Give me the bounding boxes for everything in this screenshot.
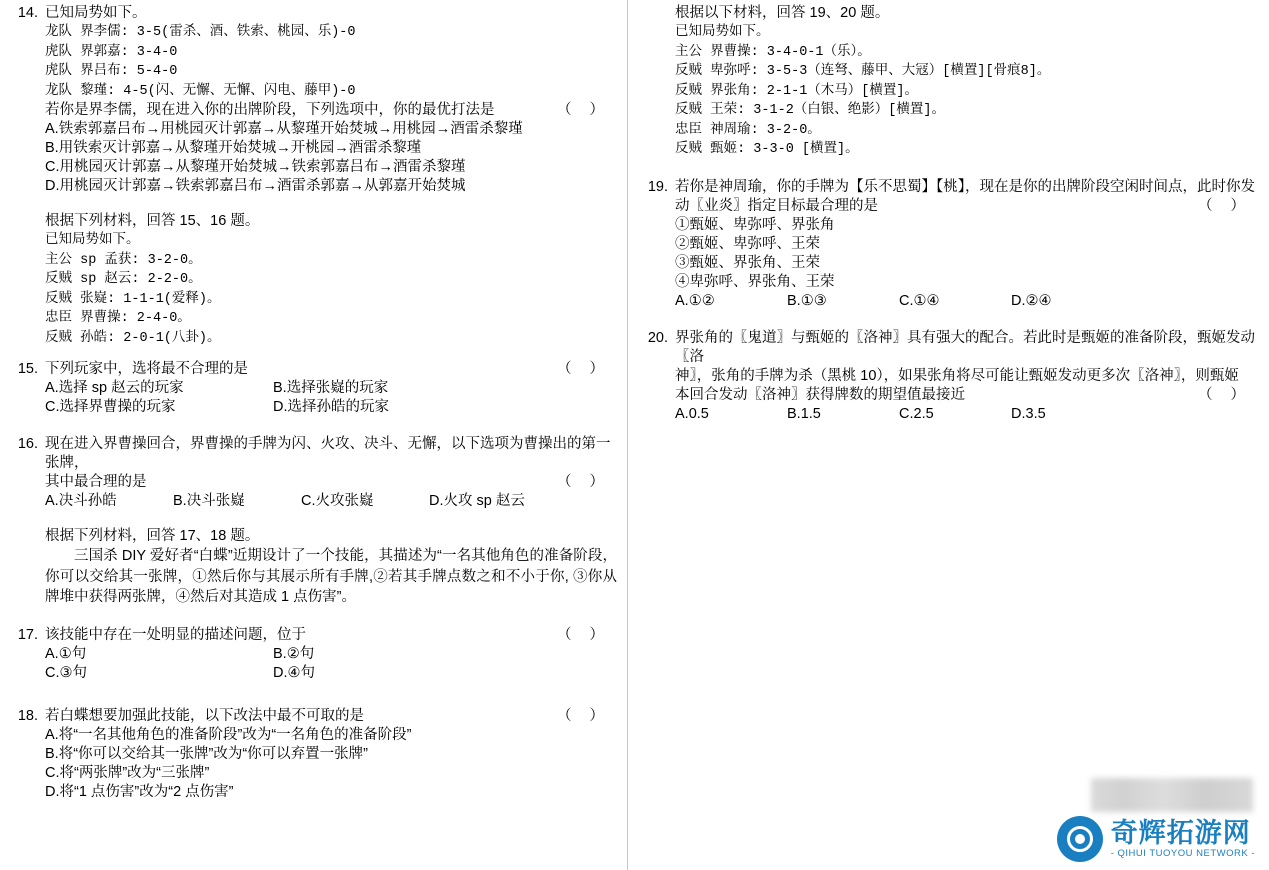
material-15-16-heading: 根据下列材料，回答 15、16 题。 bbox=[45, 213, 260, 229]
question-15-choice-d[interactable]: D.选择孙皓的玩家 bbox=[273, 399, 389, 415]
question-15-stem-text: 下列玩家中，选将最不合理的是 bbox=[45, 361, 248, 377]
question-18-choice-a[interactable]: A.将“一名其他角色的准备阶段”改为“一名角色的准备阶段” bbox=[45, 726, 412, 743]
material-15-16 bbox=[8, 198, 617, 348]
question-14 bbox=[8, 4, 617, 196]
question-19-stem-line-2 bbox=[675, 197, 1258, 216]
question-15-choice-row-1 bbox=[45, 379, 617, 398]
material-19-20-line-1: 主公 界曹操: 3-4-0-1（乐）。 bbox=[675, 44, 871, 60]
question-15-answer-bracket: （ ） bbox=[556, 361, 611, 377]
question-20-choice-b[interactable]: B.1.5 bbox=[787, 405, 821, 422]
question-19-answers bbox=[675, 292, 1258, 311]
spacer-after-material-19-20 bbox=[638, 162, 1258, 178]
question-14-number: 14. bbox=[17, 5, 38, 21]
site-watermark bbox=[1057, 816, 1255, 862]
question-17-stem bbox=[45, 626, 617, 645]
question-19-choice-b[interactable]: B.①③ bbox=[787, 292, 827, 309]
question-16-choice-b[interactable]: B.决斗张嶷 bbox=[173, 493, 245, 509]
question-14-state-line-3: 虎队 界吕布: 5-4-0 bbox=[45, 64, 178, 79]
question-15-choice-b[interactable]: B.选择张嶷的玩家 bbox=[273, 380, 389, 396]
material-19-20-heading: 根据以下材料，回答 19、20 题。 bbox=[675, 5, 890, 21]
question-20-choice-c[interactable]: C.2.5 bbox=[899, 405, 934, 422]
material-19-20-line-4: 反贼 王荣: 3-1-2（白银、绝影）[横置]。 bbox=[675, 103, 946, 118]
question-15-choice-a[interactable]: A.选择 sp 赵云的玩家 bbox=[45, 380, 184, 396]
material-19-20-line-3: 反贼 界张角: 2-1-1（木马）[横置]。 bbox=[675, 83, 919, 99]
question-19-stem-text-2: 动〖业炎〗指定目标最合理的是 bbox=[675, 197, 878, 214]
question-19-option-4[interactable]: ④卑弥呼、界张角、王荣 bbox=[675, 273, 835, 290]
question-15 bbox=[8, 360, 617, 417]
question-19-stem-line-1: 若你是神周瑜，你的手牌为【乐不思蜀】【桃】，现在是你的出牌阶段空闲时间点，此时你发 bbox=[675, 178, 1255, 195]
spacer-after-question-19 bbox=[638, 313, 1258, 329]
question-16-choice-a[interactable]: A.决斗孙皓 bbox=[45, 493, 117, 509]
material-19-20-intro: 已知局势如下。 bbox=[675, 25, 770, 40]
question-19-option-3[interactable]: ③甄姬、界张角、王荣 bbox=[675, 254, 820, 271]
question-19-number: 19. bbox=[647, 178, 668, 195]
material-17-18-paragraph: 三国杀 DIY 爱好者“白蝶”近期设计了一个技能，其描述为“一名其他角色的准备阶段，你可以交给其一张牌，①然后你与其展示所有手牌,②若其手牌点数之和不小于你, ③你从牌堆中获得两张牌，④然后对其造成 1 点伤害”。 bbox=[45, 548, 617, 605]
question-16-choice-d[interactable]: D.火攻 sp 赵云 bbox=[429, 493, 525, 509]
question-16-choice-c[interactable]: C.火攻张嶷 bbox=[301, 493, 374, 509]
question-18-stem bbox=[45, 707, 617, 726]
right-column bbox=[628, 0, 1268, 870]
question-15-stem bbox=[45, 360, 617, 379]
question-16-answer-bracket: （ ） bbox=[556, 474, 611, 490]
question-20-answers bbox=[675, 405, 1258, 424]
question-14-choice-d[interactable]: D.用桃园灭计郭嘉→铁索郭嘉吕布→酒雷杀郭嘉→从郭嘉开始焚城 bbox=[45, 178, 466, 194]
question-17-choice-row-2 bbox=[45, 664, 617, 683]
question-17-choice-d[interactable]: D.④句 bbox=[273, 664, 315, 681]
material-19-20-line-6: 反贼 甄姬: 3-3-0 [横置]。 bbox=[675, 142, 859, 157]
material-17-18 bbox=[8, 513, 617, 608]
material-15-16-line-2: 反贼 sp 赵云: 2-2-0。 bbox=[45, 272, 202, 287]
question-14-choice-b[interactable]: B.用铁索灭计郭嘉→从黎瑾开始焚城→开桃园→酒雷杀黎瑾 bbox=[45, 140, 422, 156]
spacer-after-question-15 bbox=[8, 419, 617, 435]
question-16-stem-line-1: 现在进入界曹操回合，界曹操的手牌为闪、火攻、决斗、无懈，以下选项为曹操出的第一张牌， bbox=[45, 436, 611, 471]
question-17-choice-a[interactable]: A.①句 bbox=[45, 645, 87, 662]
left-column bbox=[0, 0, 628, 870]
question-17-choice-b[interactable]: B.②句 bbox=[273, 645, 315, 662]
question-20-stem-line-2: 神〗，张角的手牌为杀（黑桃 10），如果张角将尽可能让甄姬发动更多次〖洛神〗，则甄姬 bbox=[675, 367, 1239, 384]
question-18-choice-c[interactable]: C.将“两张牌”改为“三张牌” bbox=[45, 764, 210, 781]
site-slogan: - QIHUI TUOYOU NETWORK - bbox=[1110, 848, 1255, 859]
question-17-stem-text: 该技能中存在一处明显的描述问题，位于 bbox=[45, 626, 306, 643]
question-16-number: 16. bbox=[17, 436, 38, 452]
question-15-choice-row-2 bbox=[45, 398, 617, 417]
question-16 bbox=[8, 435, 617, 511]
question-14-stem-text: 若你是界李儒，现在进入你的出牌阶段，下列选项中，你的最优打法是 bbox=[45, 102, 495, 118]
question-19 bbox=[638, 178, 1258, 311]
question-20-stem-line-1: 界张角的〖鬼道〗与甄姬的〖洛神〗具有强大的配合。若此时是甄姬的准备阶段，甄姬发动〖洛 bbox=[675, 329, 1255, 365]
question-20-number: 20. bbox=[647, 329, 668, 346]
question-18-number: 18. bbox=[17, 707, 38, 724]
question-14-state-line-4: 龙队 黎瑾: 4-5(闪、无懈、无懈、闪电、藤甲)-0 bbox=[45, 83, 356, 99]
material-15-16-line-3: 反贼 张嶷: 1-1-1(爱释)。 bbox=[45, 291, 221, 307]
material-15-16-line-4: 忠臣 界曹操: 2-4-0。 bbox=[45, 311, 191, 326]
blurred-watermark-block bbox=[1091, 778, 1253, 812]
question-17-number: 17. bbox=[17, 626, 38, 643]
question-19-option-1[interactable]: ①甄姬、卑弥呼、界张角 bbox=[675, 216, 835, 233]
question-20 bbox=[638, 329, 1258, 424]
material-19-20-line-2: 反贼 卑弥呼: 3-5-3（连弩、藤甲、大冦）[横置][骨痕8]。 bbox=[675, 64, 1051, 79]
material-17-18-heading: 根据下列材料，回答 17、18 题。 bbox=[45, 528, 260, 544]
question-14-answer-bracket: （ ） bbox=[556, 102, 611, 118]
spacer-after-material-15-16 bbox=[8, 350, 617, 360]
question-19-answer-bracket: （ ） bbox=[1197, 197, 1252, 214]
question-17-choice-c[interactable]: C.③句 bbox=[45, 664, 87, 681]
question-14-intro: 已知局势如下。 bbox=[45, 5, 147, 21]
question-17 bbox=[8, 626, 617, 683]
material-19-20-line-5: 忠臣 神周瑜: 3-2-0。 bbox=[675, 122, 821, 138]
question-16-choices bbox=[45, 492, 617, 511]
question-14-choice-a[interactable]: A.铁索郭嘉吕布→用桃园灭计郭嘉→从黎瑾开始焚城→用桃园→酒雷杀黎瑾 bbox=[45, 121, 523, 137]
question-16-stem-text-2: 其中最合理的是 bbox=[45, 474, 147, 490]
spacer-after-material-17-18 bbox=[8, 610, 617, 626]
question-19-choice-c[interactable]: C.①④ bbox=[899, 292, 940, 309]
material-15-16-intro: 已知局势如下。 bbox=[45, 233, 140, 248]
question-14-stem bbox=[45, 101, 617, 120]
site-watermark-text bbox=[1111, 818, 1255, 860]
question-14-state-line-2: 虎队 界郭嘉: 3-4-0 bbox=[45, 44, 178, 60]
question-17-answer-bracket: （ ） bbox=[556, 626, 611, 643]
material-19-20 bbox=[638, 4, 1258, 160]
question-20-answer-bracket: （ ） bbox=[1197, 386, 1252, 403]
question-19-choice-a[interactable]: A.①② bbox=[675, 292, 715, 309]
question-18-answer-bracket: （ ） bbox=[556, 707, 611, 724]
material-15-16-line-1: 主公 sp 孟获: 3-2-0。 bbox=[45, 252, 202, 268]
question-20-choice-d[interactable]: D.3.5 bbox=[1011, 405, 1046, 422]
material-15-16-line-5: 反贼 孙皓: 2-0-1(八卦)。 bbox=[45, 330, 221, 346]
question-18 bbox=[8, 707, 617, 802]
question-19-option-2[interactable]: ②甄姬、卑弥呼、王荣 bbox=[675, 235, 820, 252]
question-18-choice-d[interactable]: D.将“1 点伤害”改为“2 点伤害” bbox=[45, 783, 234, 800]
question-20-stem-text-3: 本回合发动〖洛神〗获得牌数的期望值最接近 bbox=[675, 386, 965, 403]
question-15-number: 15. bbox=[17, 361, 38, 377]
question-20-choice-a[interactable]: A.0.5 bbox=[675, 405, 709, 422]
question-18-choice-b[interactable]: B.将“你可以交给其一张牌”改为“你可以弃置一张牌” bbox=[45, 745, 369, 762]
question-14-choice-c[interactable]: C.用桃园灭计郭嘉→从黎瑾开始焚城→铁索郭嘉吕布→酒雷杀黎瑾 bbox=[45, 159, 466, 175]
question-17-choice-row-1 bbox=[45, 645, 617, 664]
question-20-stem-line-3 bbox=[675, 386, 1258, 405]
question-18-stem-text: 若白蝶想要加强此技能，以下改法中最不可取的是 bbox=[45, 707, 364, 724]
question-19-choice-d[interactable]: D.②④ bbox=[1011, 292, 1052, 309]
question-15-choice-c[interactable]: C.选择界曹操的玩家 bbox=[45, 399, 176, 415]
question-14-state-line-1: 龙队 界李儒: 3-5(雷杀、酒、铁索、桃园、乐)-0 bbox=[45, 25, 356, 40]
site-logo-icon bbox=[1057, 816, 1103, 862]
spacer-after-question-17 bbox=[8, 685, 617, 707]
question-16-stem-line-2 bbox=[45, 473, 617, 492]
site-name: 奇辉拓游网 bbox=[1110, 818, 1251, 848]
